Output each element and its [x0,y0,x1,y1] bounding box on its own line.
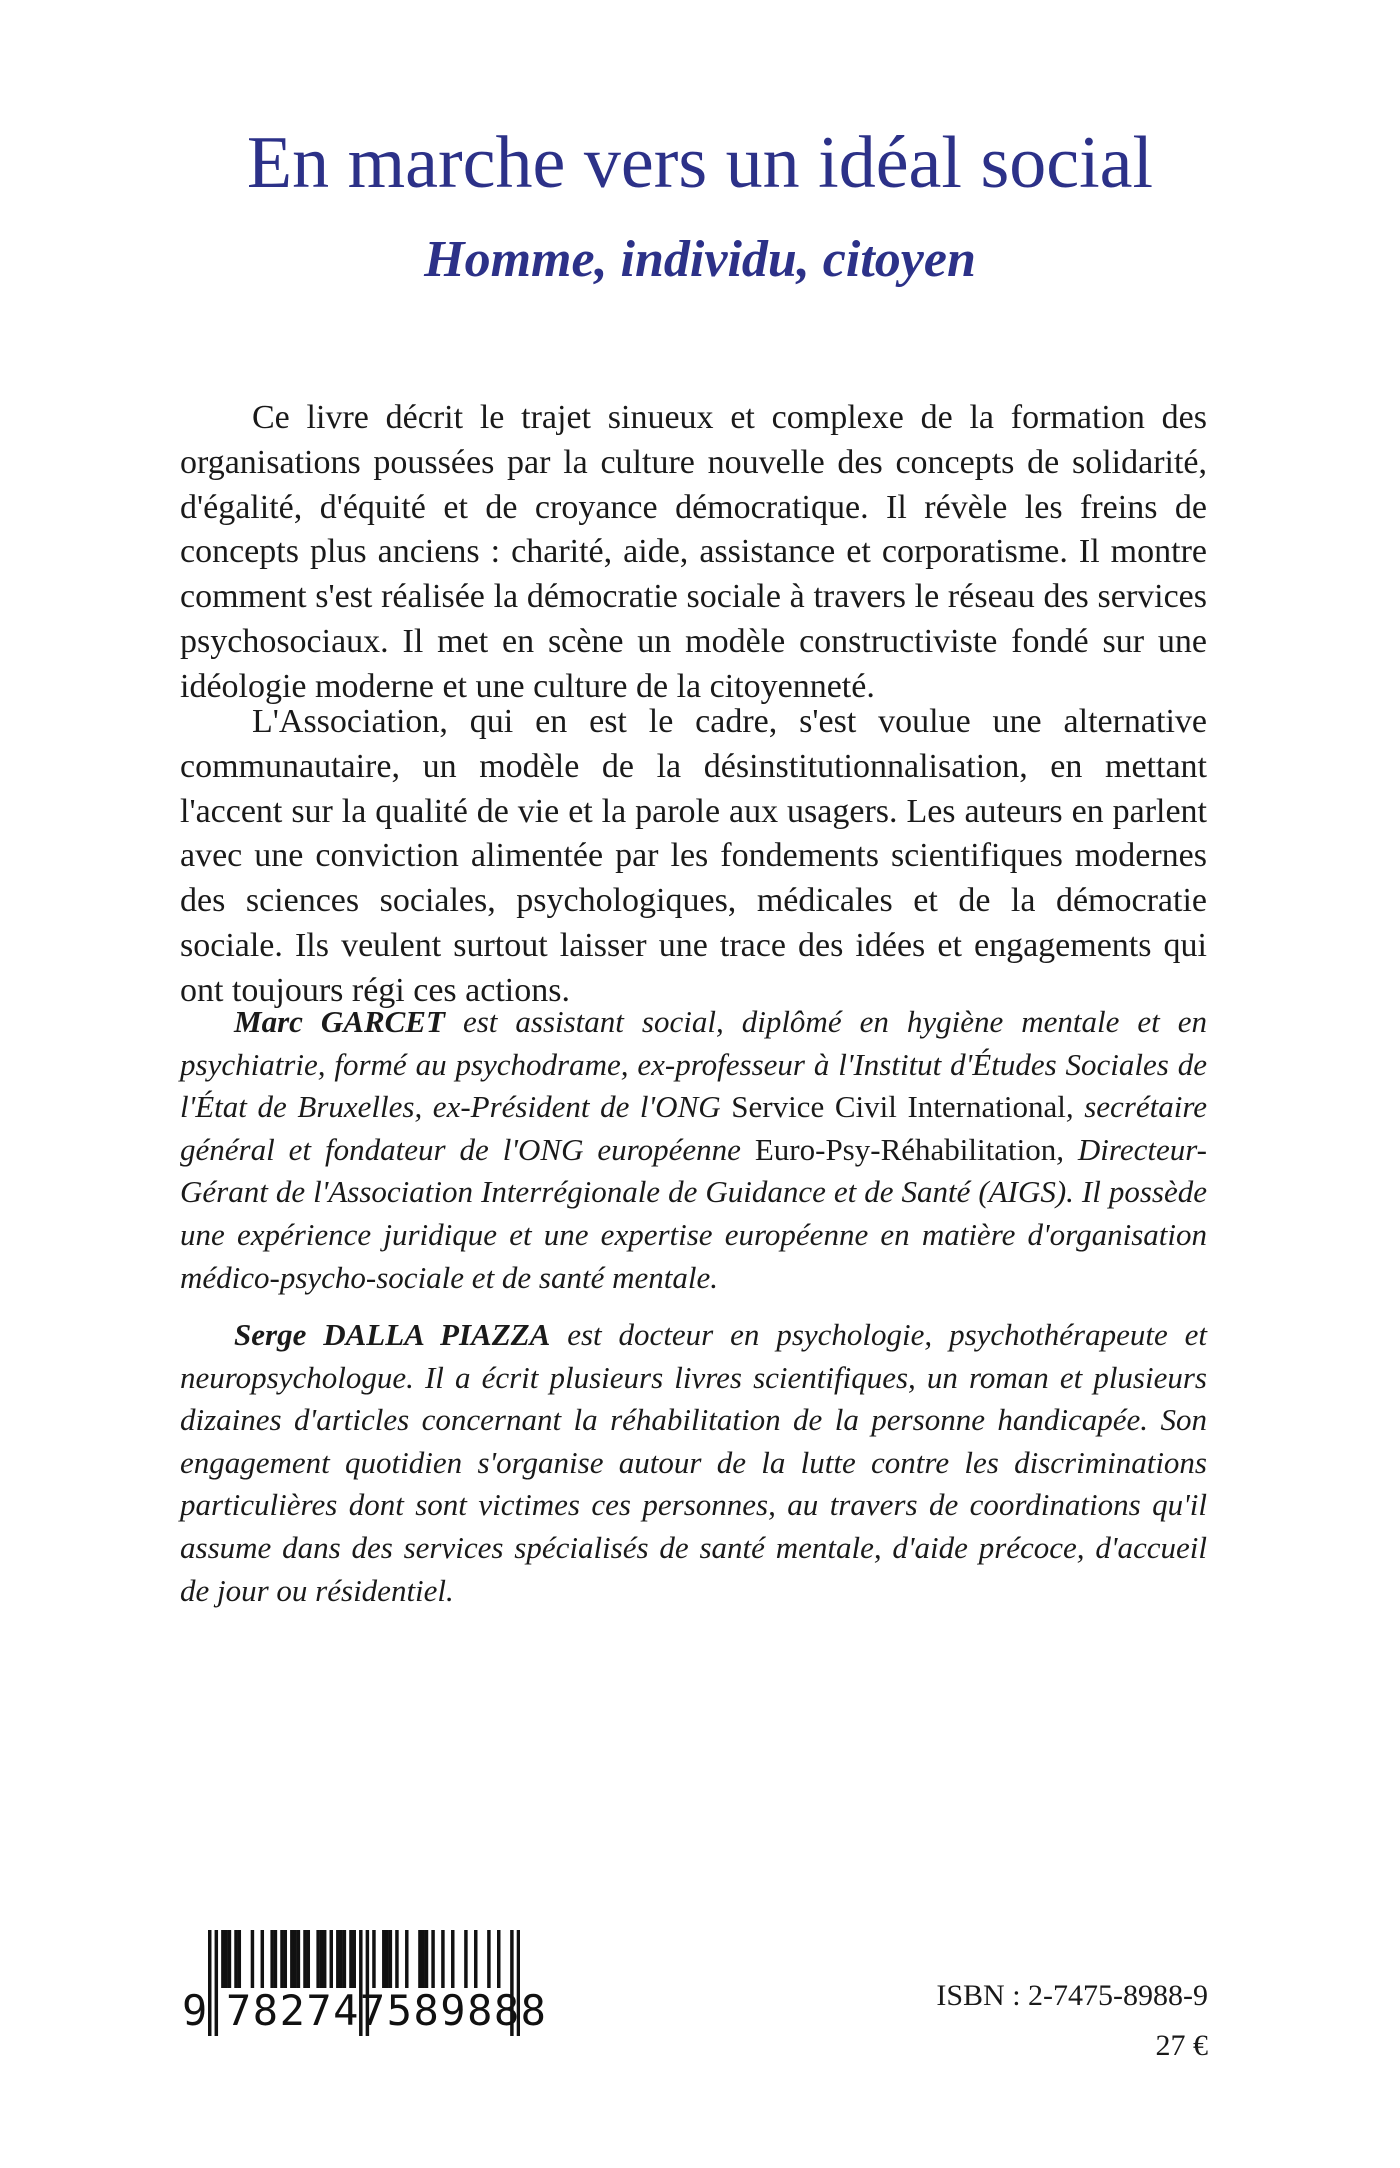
barcode-bar [418,1930,421,1988]
barcode-bar [497,1930,500,1988]
barcode-bar [405,1930,408,1988]
author-bio-text: est docteur en psychologie, psychothérapeute et neuropsychologue. Il a écrit plusieurs livres scientifiques, un roman et plusieurs dizaines d'articles concernant la réhabilitation de la personne handicapée. Son engagement quotidien s'organise autour de la lutte contre les discriminations particulières dont sont victimes ces personnes, au travers de coordinations qu'il assume dans des services spécialisés de santé mentale, d'aide précoce, d'accueil de jour ou résidentiel. [180,1317,1208,1608]
barcode-bar [487,1930,490,1988]
barcode-bar [221,1930,224,1988]
author-name: Serge DALLA PIAZZA [234,1317,551,1352]
barcode-bar [284,1930,287,1988]
barcode-bar [293,1930,296,1988]
author-bio-text: , Directeur-Gérant de l'Association Interrégionale de Guidance et de Santé (AIGS). Il possède une expérience juridique et une expertise européenne en matière d'organisation médico-psycho-sociale et de santé mentale. [180,1131,1207,1295]
barcode-bar [451,1930,454,1988]
barcode-bar [290,1930,293,1988]
author-bio-dalla-piazza [180,1314,1207,1612]
barcode-bar [421,1930,424,1988]
barcode-bar [464,1930,467,1988]
author-name: Marc GARCET [234,1004,445,1039]
barcode-bar [261,1930,264,1988]
barcode-bar [238,1930,241,1988]
barcode-bar [336,1930,339,1988]
barcode-bar [395,1930,398,1988]
barcode-bar [307,1930,310,1988]
barcode-bar [323,1930,326,1988]
barcode-bar [349,1930,352,1988]
organization-name: Euro-Psy-Réhabilitation [754,1131,1057,1167]
barcode-bar [385,1930,388,1988]
barcode-bar [343,1930,346,1988]
author-bio-text: , secrétaire général et fondateur de l'ONG européenne [180,1089,1207,1167]
barcode-bar [441,1930,444,1988]
barcode-bar [280,1930,283,1988]
barcode-bar [270,1930,273,1988]
barcode-bar [297,1930,300,1988]
barcode-bar [303,1930,306,1988]
barcode-bar [320,1930,323,1988]
organization-name: Service Civil International [731,1089,1066,1125]
barcode-bar [389,1930,392,1988]
barcode-bar [425,1930,428,1988]
barcode-bar [330,1930,333,1988]
barcode-bar [372,1930,375,1988]
barcode-first-digit: 9 [182,1986,208,2035]
barcode-bar [208,1930,211,2036]
isbn-label: ISBN : 2-7475-8988-9 [936,1979,1208,2012]
author-bio-text: est assistant social, diplômé en hygiène mentale et en psychiatrie, formé au psychodrame, ex-professeur à l'Institut d'Études Sociales de l'État de Bruxelles, ex-Président de l'ONG [180,1004,1207,1125]
barcode-bar [339,1930,342,1988]
book-title: En marche vers un idéal social [246,122,1154,204]
barcode-bar [228,1930,231,1988]
barcode-bar [274,1930,277,1988]
barcode-bar [251,1930,254,1988]
barcode-bar [353,1930,356,1988]
barcode-bar [316,1930,319,1988]
barcode-digits: 782747589888 [226,1986,548,2035]
barcode-bar [234,1930,237,1988]
barcode-bar [215,1930,218,2036]
book-subtitle: Homme, individu, citoyen [424,231,976,288]
barcode-bar [224,1930,227,1988]
price-label: 27 € [1155,2029,1208,2062]
synopsis-paragraph: Ce livre décrit le trajet sinueux et complexe de la formation des organisations poussées par la culture nouvelle des concepts de solidarité, d'égalité, d'équité et de croyance démocratique. Il révèle les freins de concepts plus anciens : charité, aide, assistance et corporatisme. Il montre comment s'est réalisée la démocratie sociale à travers le réseau des services psychosociaux. Il met en scène un modèle constructiviste fondé sur une idéologie moderne et une culture de la citoyenneté. [180,399,1207,705]
barcode-bar [431,1930,434,1988]
barcode-bar [474,1930,477,1988]
barcode-bar [382,1930,385,1988]
synopsis-paragraph: L'Association, qui en est le cadre, s'est voulue une alternative communautaire, un modèle de la désinstitutionnalisation, en mettant l'accent sur la qualité de vie et la parole aux usagers. Les auteurs en parlent avec une conviction alimentée par les fondements scientifiques modernes des sciences sociales, psychologiques, médicales et de la démocratie sociale. Ils veulent surtout laisser une trace des idées et engagements qui ont toujours régi ces actions. [180,703,1207,1009]
author-bio-garcet [180,1001,1207,1299]
